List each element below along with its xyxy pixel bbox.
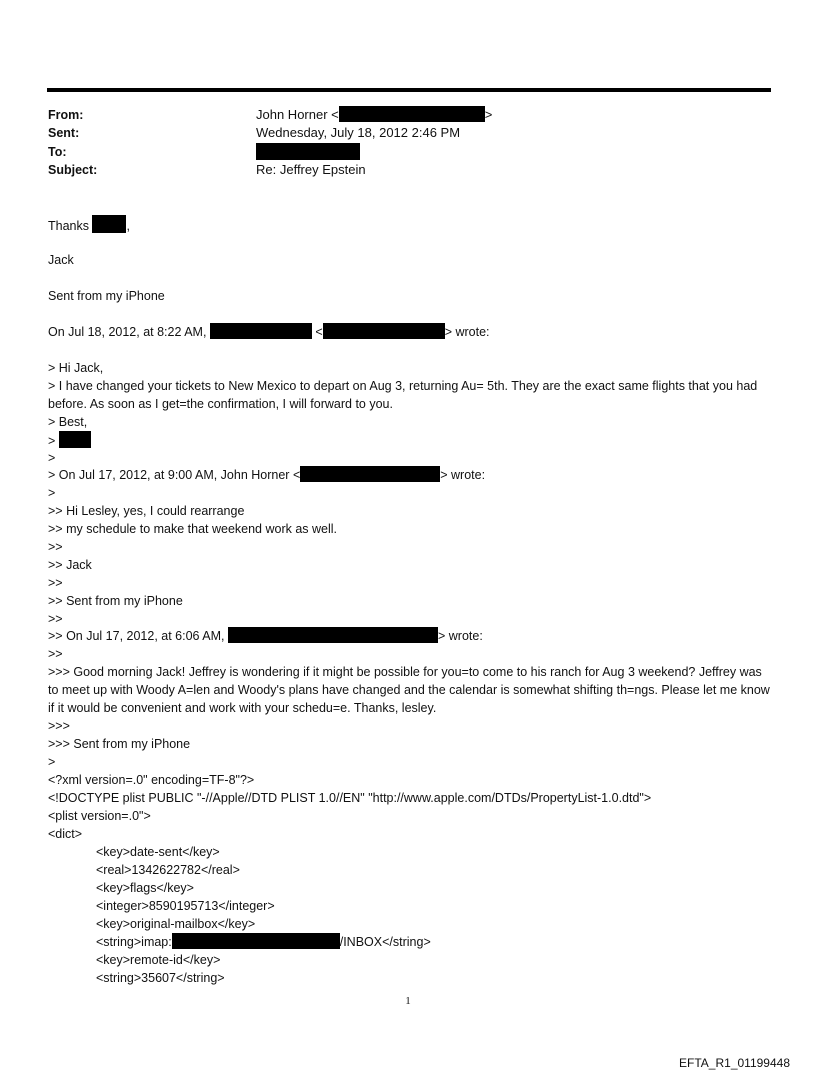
quoted-line: >> xyxy=(48,540,63,554)
quote-intro-text: > On Jul 17, 2012, at 9:00 AM, John Horner < xyxy=(48,468,301,482)
plist-value: <string>35607</string> xyxy=(96,971,225,985)
quoted-line: >>> Sent from my iPhone xyxy=(48,737,191,751)
mailbox-prefix: <string>imap: xyxy=(96,935,172,949)
plist-key: <key>original-mailbox</key> xyxy=(96,917,256,931)
header-rule xyxy=(47,88,771,92)
quote-intro-line xyxy=(48,323,490,341)
plist-key: <key>date-sent</key> xyxy=(96,845,220,859)
plist-open-tag: <plist version=.0"> xyxy=(48,809,151,823)
to-value xyxy=(256,143,360,162)
redaction-box xyxy=(172,933,340,949)
quote-marker: > xyxy=(48,434,56,448)
from-close: > xyxy=(484,107,493,122)
quoted-line: >> xyxy=(48,576,63,590)
redaction-box xyxy=(228,627,438,643)
from-label: From: xyxy=(48,108,84,122)
quote-intro-lt: < xyxy=(315,325,323,339)
dict-open-tag: <dict> xyxy=(48,827,83,841)
quoted-line: >> Jack xyxy=(48,558,92,572)
sent-value: Wednesday, July 18, 2012 2:46 PM xyxy=(256,125,461,140)
plist-value: <integer>8590195713</integer> xyxy=(96,899,275,913)
plist-value: <real>1342622782</real> xyxy=(96,863,240,877)
signature-jack: Jack xyxy=(48,253,74,267)
quoted-paragraph: > I have changed your tickets to New Mexico to depart on Aug 3, returning Au= 5th. They are the exact same flights that you had before. As soon as I get=the confirmation, I will forward to you. xyxy=(48,379,758,411)
quoted-line: > Hi Jack, xyxy=(48,361,104,375)
quoted-line: >> xyxy=(48,612,63,626)
plist-key: <key>remote-id</key> xyxy=(96,953,221,967)
quoted-line xyxy=(48,431,91,450)
quoted-line: > xyxy=(48,486,56,500)
from-name: John Horner < xyxy=(256,107,339,122)
redaction-box xyxy=(256,143,360,160)
quoted-line: >> xyxy=(48,647,63,661)
redaction-box xyxy=(300,466,440,482)
sent-from-iphone: Sent from my iPhone xyxy=(48,289,165,303)
quoted-line: >>> xyxy=(48,719,70,733)
redaction-box xyxy=(323,323,445,339)
quoted-line: > xyxy=(48,451,56,465)
plist-value xyxy=(96,933,431,951)
xml-declaration: <?xml version=.0" encoding=TF-8"?> xyxy=(48,773,255,787)
redaction-box xyxy=(92,215,126,233)
bates-number: EFTA_R1_01199448 xyxy=(679,1056,790,1070)
redaction-box xyxy=(59,431,91,448)
subject-label: Subject: xyxy=(48,163,98,177)
plist-doctype: <!DOCTYPE plist PUBLIC "-//Apple//DTD PLIST 1.0//EN" "http://www.apple.com/DTDs/PropertyList-1.0.dtd"> xyxy=(48,791,652,805)
quoted-line: > Best, xyxy=(48,415,88,429)
quoted-line: >> Sent from my iPhone xyxy=(48,594,183,608)
from-value xyxy=(256,106,492,124)
quote-intro-wrote: > wrote: xyxy=(438,629,483,643)
subject-value: Re: Jeffrey Epstein xyxy=(256,162,366,177)
quoted-line: >> my schedule to make that weekend work as well. xyxy=(48,522,338,536)
quote-intro-text: On Jul 18, 2012, at 8:22 AM, xyxy=(48,325,207,339)
quote-intro-wrote: > wrote: xyxy=(440,468,486,482)
quoted-line xyxy=(48,466,485,484)
thanks-line xyxy=(48,215,130,235)
quote-intro-wrote: > wrote: xyxy=(444,325,490,339)
redaction-box xyxy=(339,106,485,122)
quoted-paragraph: >>> Good morning Jack! Jeffrey is wondering if it might be possible for you=to come to his ranch for Aug 3 weekend? Jeffrey was to meet up with Woody A=len and Woody's plans have changed and the calendar is somewhat shifting th=ngs. Please let me know if it would be convenient and work with your schedu=e. Thanks, lesley. xyxy=(48,665,770,715)
sent-label: Sent: xyxy=(48,126,80,140)
quoted-line: >> Hi Lesley, yes, I could rearrange xyxy=(48,504,245,518)
quoted-line: > xyxy=(48,755,56,769)
thanks-comma: , xyxy=(126,219,130,233)
thanks-text: Thanks xyxy=(48,219,89,233)
redaction-box xyxy=(210,323,312,339)
quoted-line xyxy=(48,627,483,645)
mailbox-suffix: /INBOX</string> xyxy=(339,935,431,949)
quote-intro-text: >> On Jul 17, 2012, at 6:06 AM, xyxy=(48,629,225,643)
page-number: 1 xyxy=(405,995,411,1007)
plist-key: <key>flags</key> xyxy=(96,881,194,895)
to-label: To: xyxy=(48,145,67,159)
